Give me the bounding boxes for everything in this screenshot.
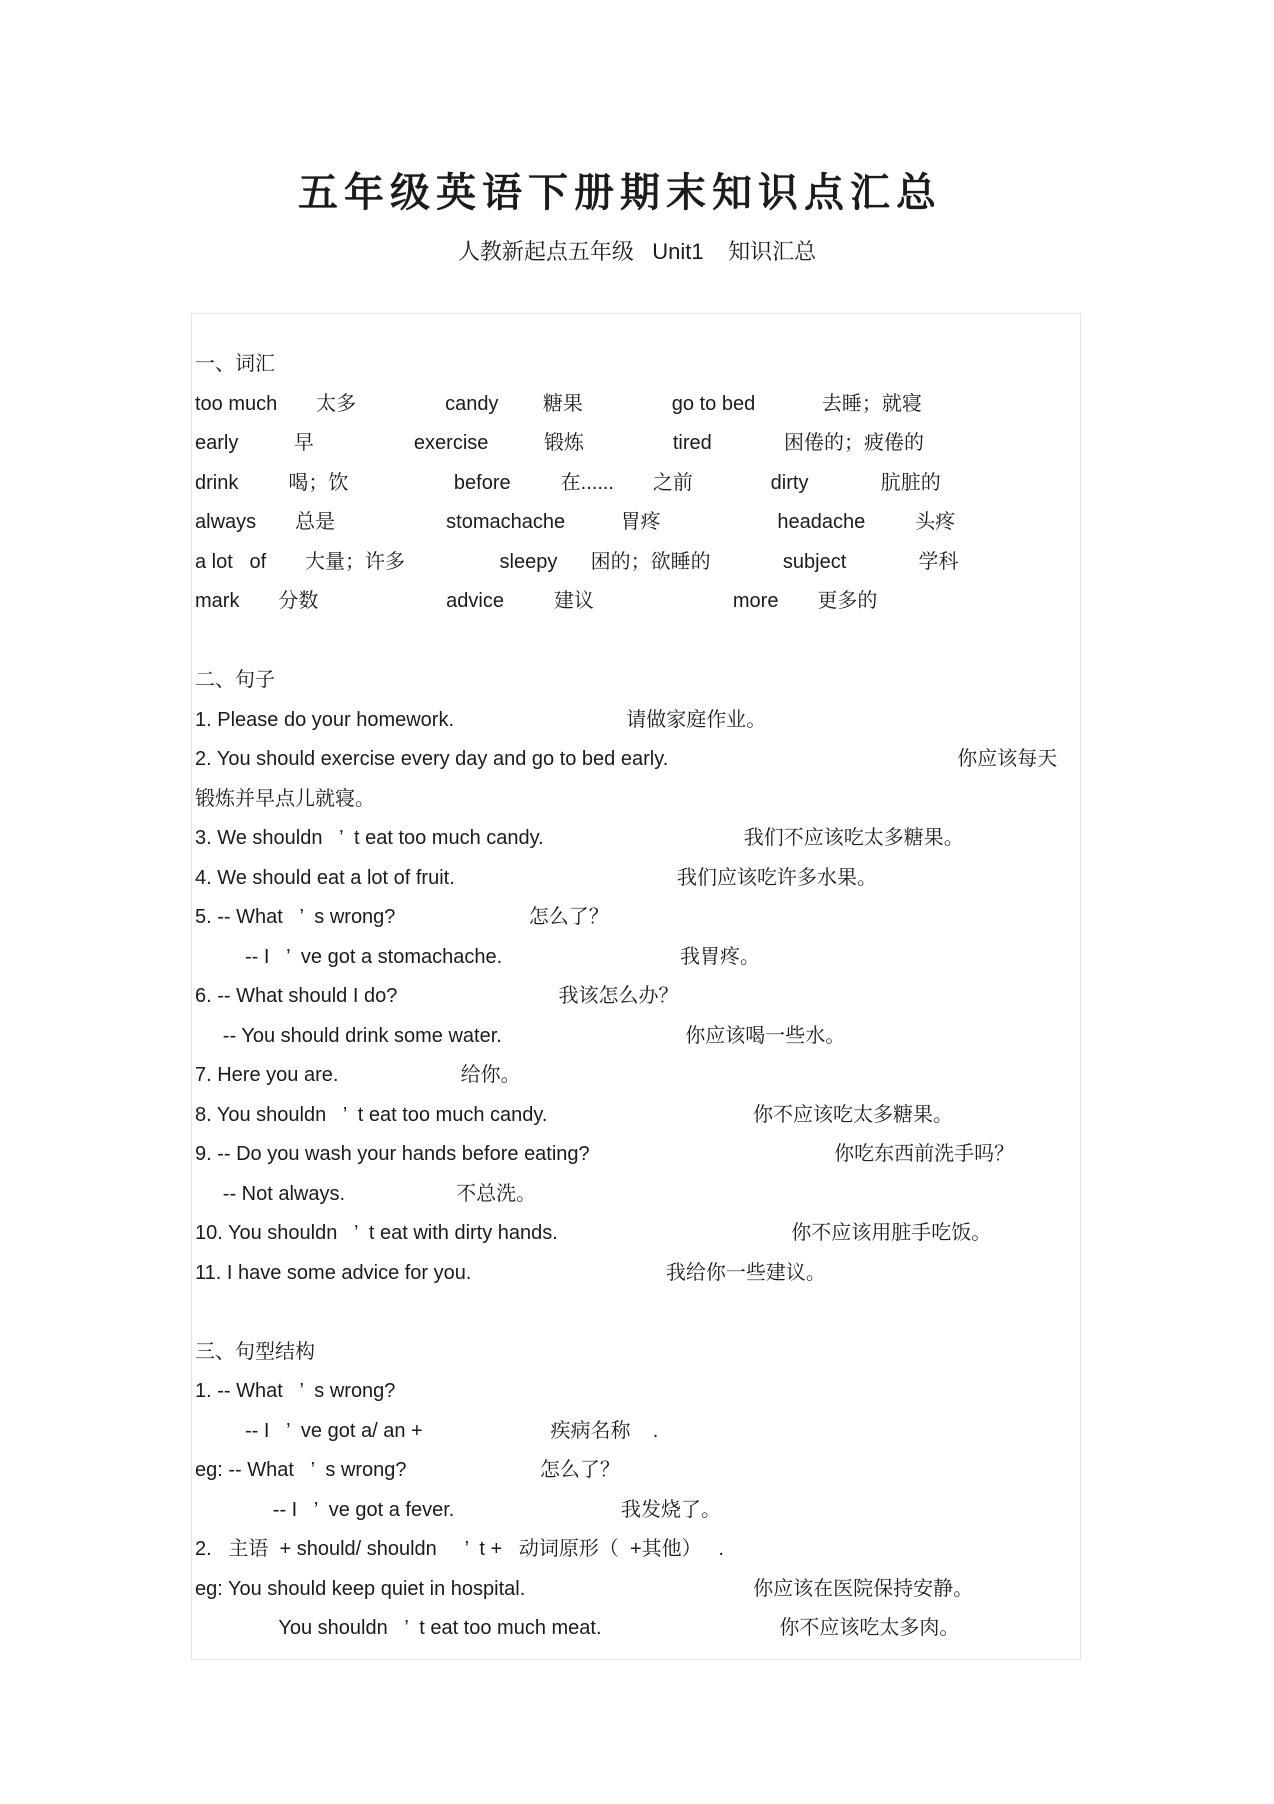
text-line: eg: You should keep quiet in hospital. 你应该在医院保持安静。 xyxy=(195,1577,974,1600)
text-line: -- I ’ ve got a stomachache. 我胃疼。 xyxy=(195,945,760,968)
text-line: You shouldn ’ t eat too much meat. 你不应该吃太多肉。 xyxy=(195,1617,960,1639)
content-box xyxy=(191,313,1081,1660)
section-heading: 二、句子 xyxy=(195,669,275,691)
section-heading: 三、句型结构 xyxy=(195,1340,315,1363)
text-line: 4. We should eat a lot of fruit. 我们应该吃许多水果。 xyxy=(195,866,878,889)
text-line: 7. Here you are. 给你。 xyxy=(195,1064,521,1086)
section-vocabulary xyxy=(195,345,1078,622)
text-line: 5. -- What ’ s wrong? 怎么了？ xyxy=(195,906,609,928)
text-line: always 总是 stomachache 胃疼 headache 头疼 xyxy=(195,511,956,533)
text-line: 9. -- Do you wash your hands before eating? 你吃东西前洗手吗？ xyxy=(195,1143,1015,1165)
document-title: 五年级英语下册期末知识点汇总 xyxy=(298,171,942,215)
text-line: drink 喝；饮 before 在...... 之前 dirty 肮脏的 xyxy=(195,471,941,494)
text-line: -- I ’ ve got a/ an + 疾病名称 . xyxy=(195,1419,659,1442)
text-line: 2. You should exercise every day and go to bed early. 你应该每天 xyxy=(195,748,1058,770)
section-heading: 一、词汇 xyxy=(195,353,275,375)
text-line: 1. -- What ’ s wrong? xyxy=(195,1380,396,1402)
text-line: too much 太多 candy 糖果 go to bed 去睡；就寝 xyxy=(195,392,922,415)
text-line: 3. We shouldn ’ t eat too much candy. 我们不应该吃太多糖果。 xyxy=(195,827,964,849)
section-sentence-patterns xyxy=(195,1333,1078,1649)
text-line: 锻炼并早点儿就寝。 xyxy=(195,787,375,810)
text-line: early 早 exercise 锻炼 tired 困倦的；疲倦的 xyxy=(195,432,925,454)
text-line: -- Not always. 不总洗。 xyxy=(195,1182,537,1205)
text-line: -- I ’ ve got a fever. 我发烧了。 xyxy=(195,1498,722,1521)
text-line: -- You should drink some water. 你应该喝一些水。 xyxy=(195,1024,846,1047)
text-line: a lot of 大量；许多 sleepy 困的；欲睡的 subject 学科 xyxy=(195,550,959,573)
text-line: 1. Please do your homework. 请做家庭作业。 xyxy=(195,708,767,731)
document-subtitle: 人教新起点五年级 Unit1 知识汇总 xyxy=(457,239,817,264)
section-sentences xyxy=(195,661,1078,1293)
text-line: 2. 主语 + should/ shouldn ’ t + 动词原形（ +其他） . xyxy=(195,1538,724,1560)
text-line: mark 分数 advice 建议 more 更多的 xyxy=(195,590,878,612)
text-line: 10. You shouldn ’ t eat with dirty hands. 你不应该用脏手吃饭。 xyxy=(195,1222,992,1244)
text-line: 11. I have some advice for you. 我给你一些建议。 xyxy=(195,1261,826,1284)
text-line: 6. -- What should I do? 我该怎么办？ xyxy=(195,985,679,1007)
text-line: 8. You shouldn ’ t eat too much candy. 你不应该吃太多糖果。 xyxy=(195,1103,954,1126)
text-line: eg: -- What ’ s wrong? 怎么了？ xyxy=(195,1459,620,1481)
